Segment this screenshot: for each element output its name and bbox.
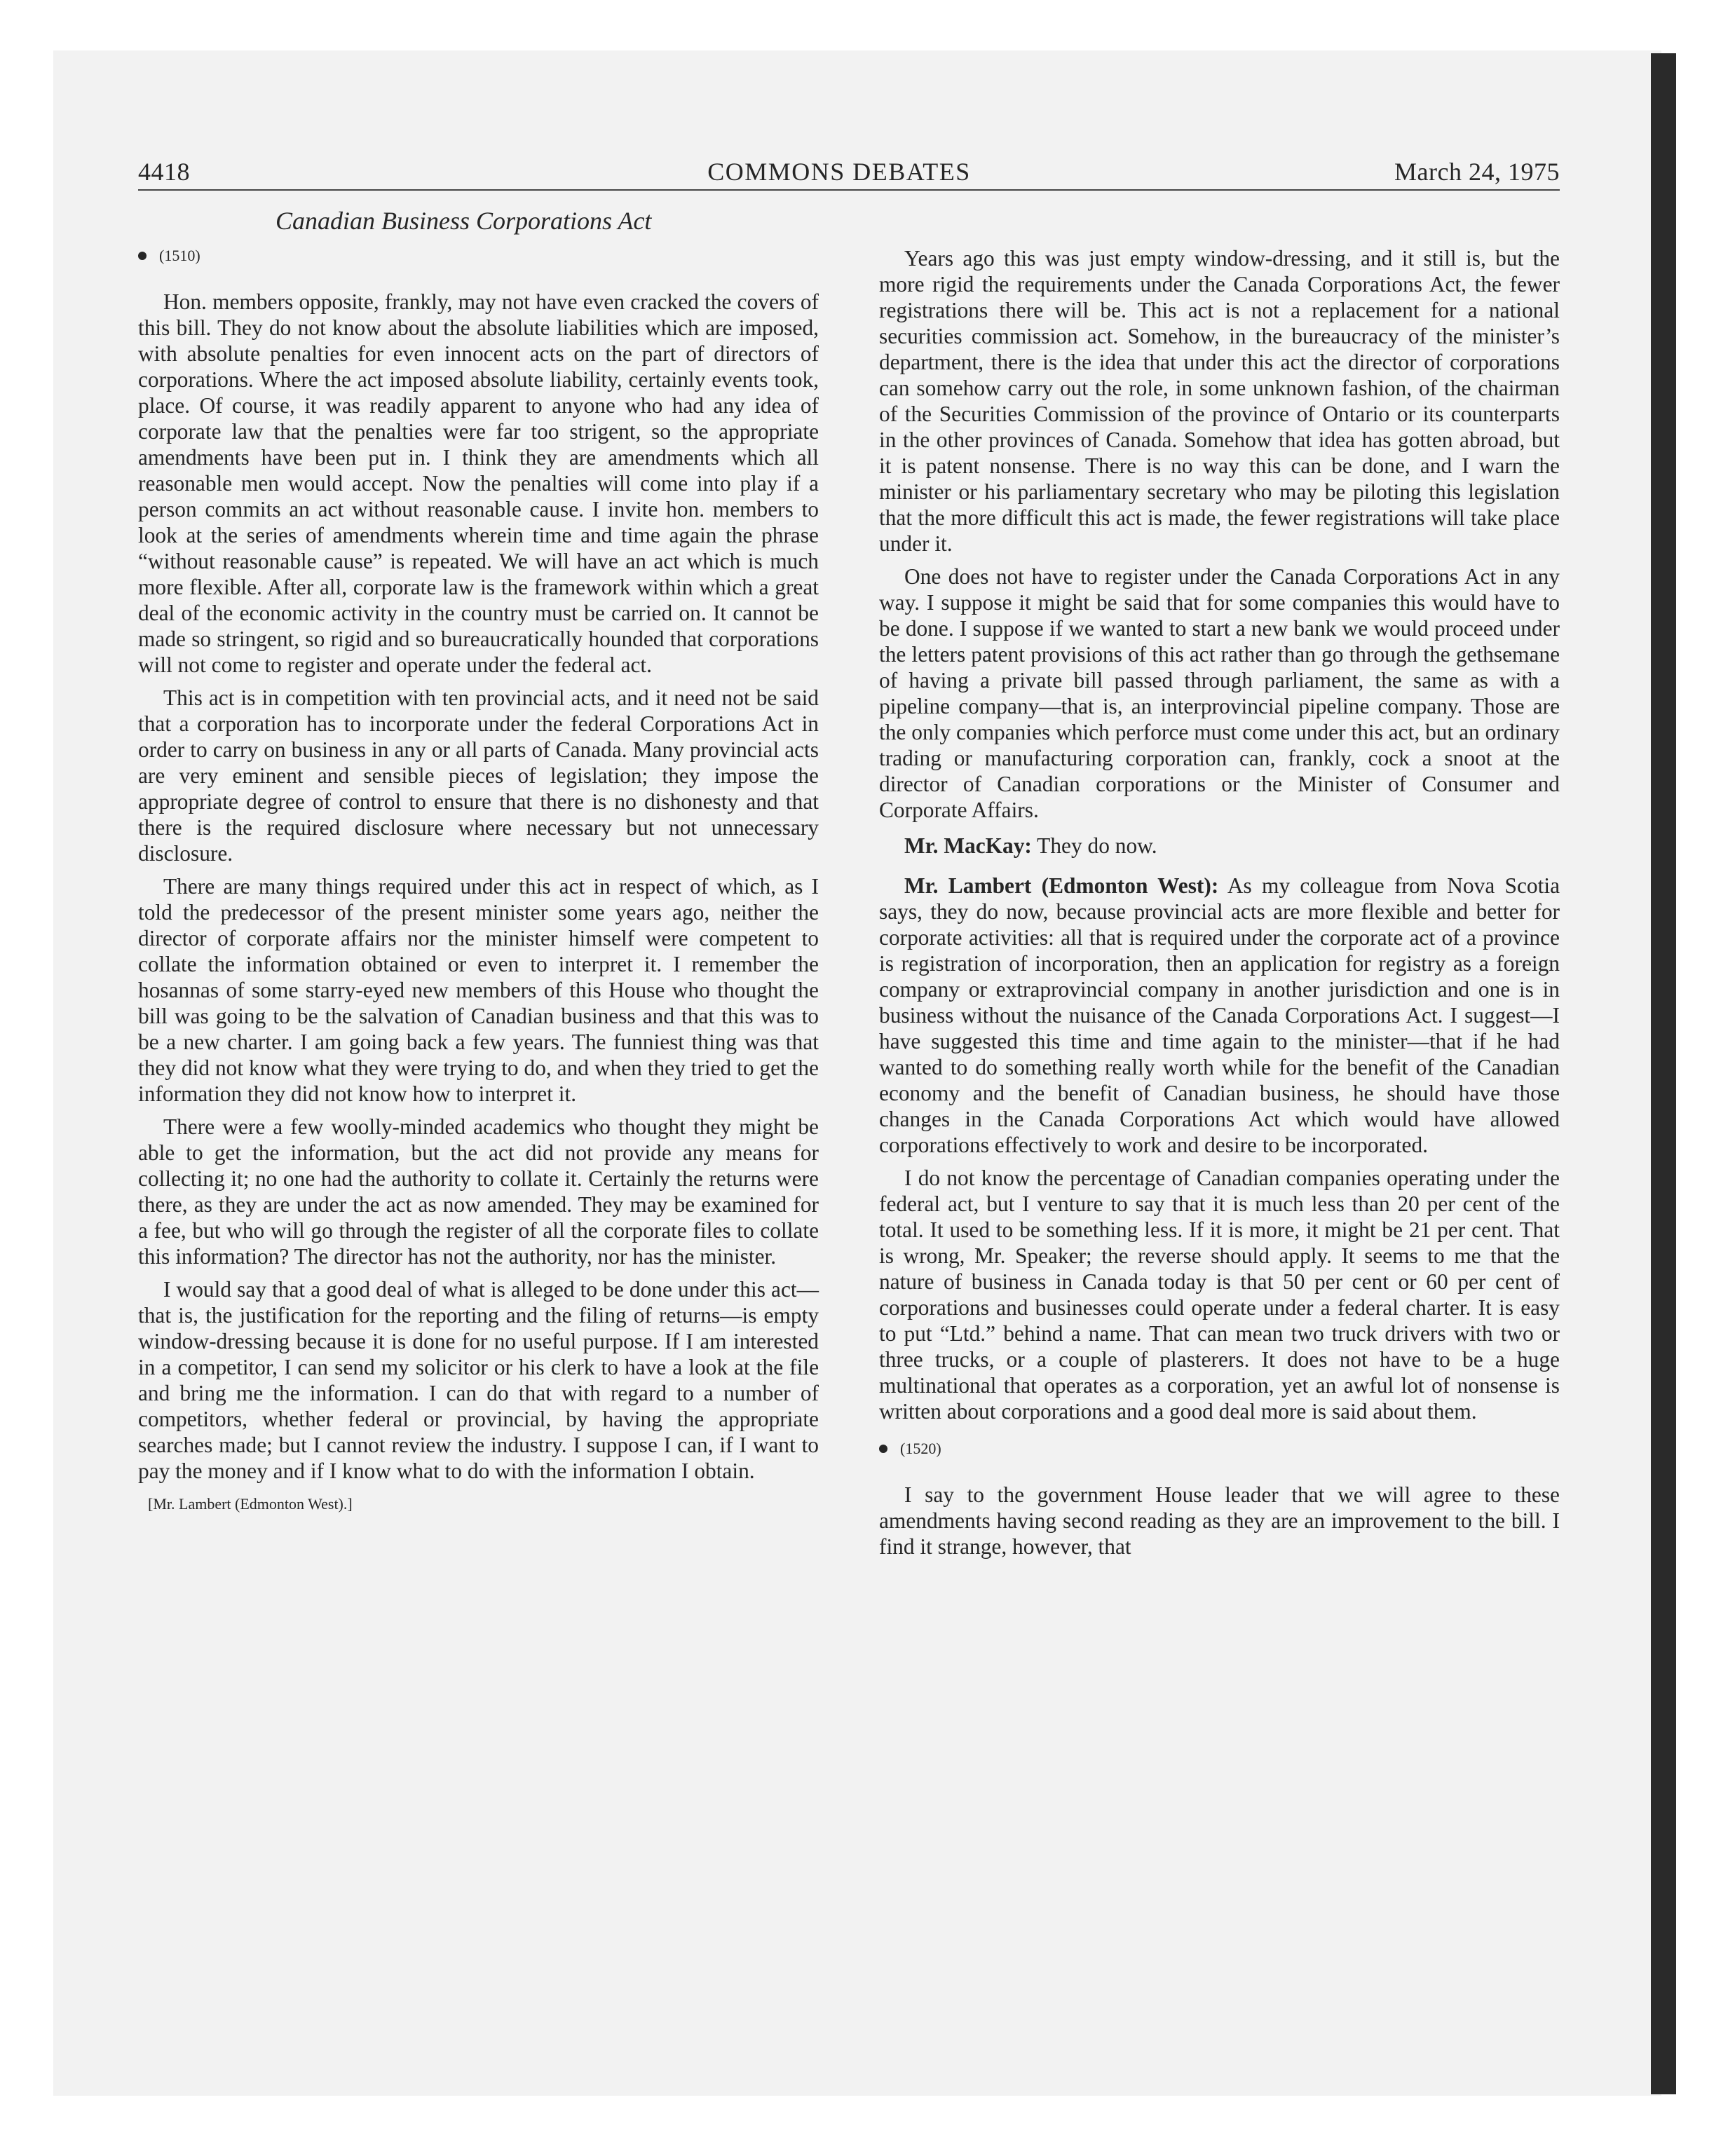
- speech-text: They do now.: [1037, 833, 1157, 858]
- scan-edge-shadow: [1651, 53, 1676, 2094]
- time-stamp-text: (1520): [900, 1440, 941, 1457]
- header-rule: [138, 189, 1560, 191]
- section-subhead: Canadian Business Corporations Act: [275, 207, 652, 235]
- paragraph: Hon. members opposite, frankly, may not have even cracked the covers of this bill. They do not know about the absolute liabilities which are imposed, with absolute penalties for even innocent acts on the part of directors of corporations. Where the act imposed absolute liability, certainly events took, place. Of course, it was readily apparent to anyone who had any idea of corporate law that the penalties were far too strigent, so the appropriate amendments have been put in. I think they are amendments which all reasonable men would accept. Now the penalties will come into play if a person commits an act without reasonable cause. I invite hon. members to look at the series of amendments wherein time and time again the phrase “without reasonable cause” is repeated. We will have an act which is much more flexible. After all, corporate law is the framework within which a great deal of the economic activity in the country must be carried on. It cannot be made so stringent, so rigid and so bureaucratically hounded that corporations will not come to register and operate under the federal act.: [138, 289, 819, 677]
- time-stamp: [138, 245, 819, 266]
- right-column: [879, 245, 1560, 1567]
- speaker-name: Mr. MacKay:: [904, 833, 1032, 858]
- paragraph: I would say that a good deal of what is alleged to be done under this act—that is, the justification for the reporting and the filing of returns—is empty window-dressing because it is done for no useful purpose. If I am interested in a competitor, I can send my solicitor or his clerk to have a look at the file and bring me the information. I can do that with regard to a number of competitors, whether federal or provincial, by having the appropriate searches made; but I cannot review the industry. I suppose I can, if I want to pay the money and if I know what to do with the information I obtain.: [138, 1277, 819, 1483]
- paragraph: I do not know the percentage of Canadian companies operating under the federal act, but I venture to say that it is much less than 20 per cent of the total. It used to be something less. If it is more, it might be 21 per cent. That is wrong, Mr. Speaker; the reverse should apply. It seems to me that the nature of business in Canada today is that 50 per cent or 60 per cent of corporations and businesses could operate under a federal charter. It is easy to put “Ltd.” behind a name. That can mean two truck drivers with two or three trucks, or a couple of plasterers. It does not have to be a huge multinational that operates as a corporation, yet an awful lot of nonsense is written about corporations and a good deal more is said about them.: [879, 1166, 1560, 1424]
- paragraph: Years ago this was just empty window-dressing, and it still is, but the more rigid the requirements under the Canada Corporations Act, the fewer registrations there will be. This act is not a replacement for a national securities commission act. Somehow, in the bureaucracy of the minister’s department, there is the idea that under this act the director of corporations can somehow carry out the role, in some unknown fashion, of the chairman of the Securities Commission of the province of Ontario or its counterparts in the other provinces of Canada. Somehow that idea has gotten abroad, but it is patent nonsense. There is no way this can be done, and I warn the minister or his parliamentary secretary who may be piloting this legislation that the more difficult this act is made, the fewer registrations will take place under it.: [879, 246, 1560, 556]
- bullet-icon: [879, 1445, 887, 1453]
- speaker-name: Mr. Lambert (Edmonton West):: [904, 873, 1219, 898]
- left-column: [138, 205, 819, 1515]
- paragraph: This act is in competition with ten provincial acts, and it need not be said that a corporation has to incorporate under the federal Corporations Act in order to carry on business in any or all parts of Canada. Many provincial acts are very eminent and sensible pieces of legislation; they impose the appropriate degree of control to ensure that there is no dishonesty and that there is the required disclosure where necessary but not unnecessary disclosure.: [138, 685, 819, 866]
- speaker-note: [Mr. Lambert (Edmonton West).]: [148, 1495, 353, 1513]
- speech-mackay: [879, 833, 1560, 859]
- paragraph: There were a few woolly-minded academics who thought they might be able to get the information, but the act did not provide any means for collecting it; no one had the authority to collate it. Certainly the returns were there, as they are under the act as now amended. They may be examined for a fee, but who will go through the register of all the corporate files to collate this information? The director has not the authority, nor has the minister.: [138, 1114, 819, 1269]
- paragraph: One does not have to register under the Canada Corporations Act in any way. I suppose it might be said that for some companies this would have to be done. I suppose if we wanted to start a new bank we would proceed under the letters patent provisions of this act rather than go through the gethsemane of having a private bill passed through parliament, the same as with a pipeline company—that is, an interprovincial pipeline company. Those are the only companies which perforce must come under this act, but an ordinary trading or manufacturing corporation can, frankly, cock a snoot at the director of Canadian corporations or the Minister of Consumer and Corporate Affairs.: [879, 564, 1560, 822]
- page-date: March 24, 1975: [1394, 158, 1560, 186]
- speech-lambert: [879, 873, 1560, 1158]
- time-stamp: [879, 1438, 1560, 1459]
- time-stamp-text: (1510): [159, 247, 200, 264]
- paragraph: There are many things required under this act in respect of which, as I told the predecessor of the present minister some years ago, neither the director of corporate affairs nor the minister himself were competent to collate the information obtained or even to interpret it. I remember the hosannas of some starry-eyed new members of this House who thought the bill was going to be the salvation of Canadian business and that this was to be a new charter. I am going back a few years. The funniest thing was that they did not know what they were trying to do, and when they tried to get the information they did not know how to interpret it.: [138, 874, 819, 1106]
- speech-text: As my colleague from Nova Scotia says, they do now, because provincial acts are more flexible and better for corporate activities: all that is required under the corporate act of a province is registration of incorporation, then an application for registry as a foreign company or extraprovincial company in another jurisdiction and one is in business without the nuisance of the Canada Corporations Act. I suggest—I have suggested this time and time again to the minister—that if he had wanted to do something really worth while for the benefit of the Canadian economy and the benefit of Canadian business, he should have those changes in the Canada Corporations Act which would have allowed corporations effectively to work and desire to be incorporated.: [879, 873, 1560, 1157]
- bullet-icon: [138, 252, 147, 260]
- paragraph: I say to the government House leader that we will agree to these amendments having second reading as they are an improvement to the bill. I find it strange, however, that: [879, 1482, 1560, 1559]
- publication-title: COMMONS DEBATES: [707, 158, 971, 186]
- page-number: 4418: [138, 158, 190, 186]
